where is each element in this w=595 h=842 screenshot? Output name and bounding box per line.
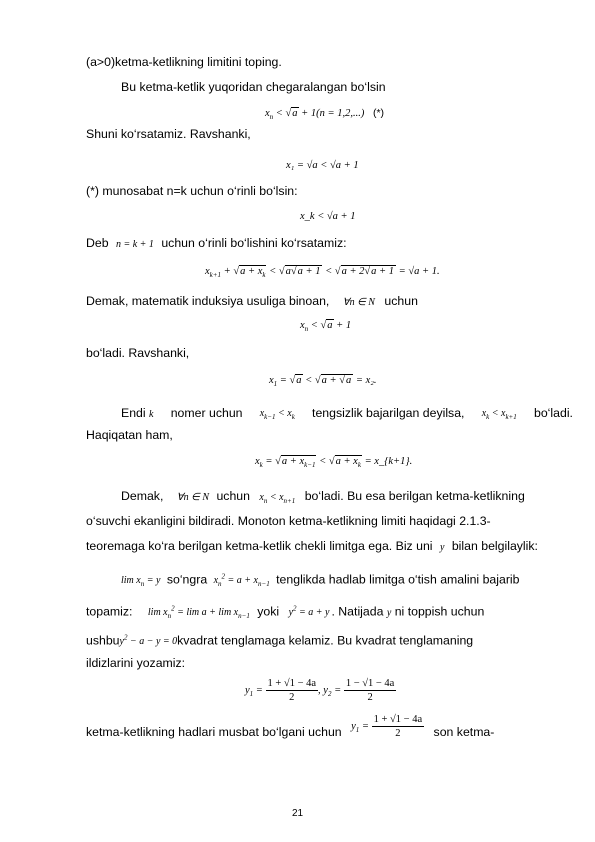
formula-bound: $x_n < √a + 1(n = 1,2,...)$ (*) xyxy=(265,107,385,122)
text-line-15 xyxy=(86,631,473,649)
fraction-root-2 xyxy=(344,677,397,704)
text-toppish: ni toppish uchun xyxy=(394,604,485,619)
fraction-den-2: 2 xyxy=(367,692,373,703)
text-line-6 xyxy=(86,294,418,310)
formula-sub: n xyxy=(269,113,274,122)
formula-xk: x_k < √a + 1 xyxy=(300,211,356,222)
fraction-num-plus-2: 1 + √1 − 4a xyxy=(373,714,423,725)
inline-xk-lt-xk1: $x_k < x_{k+1}$ xyxy=(481,408,517,421)
text-line-17-b: son ketma- xyxy=(433,724,495,739)
inline-lim-xn-eq-y: $\lim x_n = y$ xyxy=(121,575,161,589)
text-line-14 xyxy=(86,602,484,624)
text-natijada: . Natijada xyxy=(331,604,384,619)
inline-k: k xyxy=(149,409,154,420)
fraction-num-plus: 1 + √1 − 4a xyxy=(267,678,317,689)
text-line-5-rest: uchun o‘rinli bo‘lishini ko‘rsatamiz: xyxy=(161,236,347,250)
inline-quadratic: $y^2 - a - y = 0$ xyxy=(119,634,178,648)
formula-x1-x2: $x_1 = √a < √a + √a = x_2$. xyxy=(269,375,377,389)
text-line-12-b: bilan belgilaylik: xyxy=(451,539,538,553)
inline-y: y xyxy=(439,542,445,553)
formula-radicand: a xyxy=(292,108,298,119)
inline-root-fraction: $y_1$ = $\frac{1 + √1 - 4a}{2}$ xyxy=(351,714,423,739)
inline-xk-minus-1-lt-xk: $x_{k-1} < x_k$ xyxy=(259,408,295,421)
inline-forall-n: ∀n ∈ N xyxy=(342,297,375,308)
text-line-13 xyxy=(121,570,520,592)
text-line-8 xyxy=(121,406,573,425)
page-number: 21 xyxy=(291,808,304,819)
text-line-10 xyxy=(121,489,525,509)
formula-var: x xyxy=(265,108,270,119)
formula-monotone: $x_k = √a + x_{k-1} < √a + x_k$ = x_{k+1}. xyxy=(255,456,413,470)
inline-limit-eq: $\lim x_n^2 = \lim a + \lim x_{n-1}$ xyxy=(147,605,250,621)
formula-induction-chain: $x_{k+1} + √a + x_k < √a√a + 1 < √a + 2√a + 1 = √a + 1$. xyxy=(205,266,440,280)
text-endi: Endi xyxy=(121,406,146,420)
text-line-1: (a>0)ketma-ketlikning limitini toping. xyxy=(86,55,282,69)
fraction-root-1 xyxy=(266,677,319,704)
text-line-11: o‘suvchi ekanligini bildiradi. Monoton ketma-ketlikning limiti haqidagi 2.1.3- xyxy=(86,514,491,528)
text-line-2: Bu ketma-ketlik yuqoridan chegaralangan bo‘lsin xyxy=(121,80,386,94)
text-line-15-rest: kvadrat tenglamaga kelamiz. Bu kvadrat tenglamaning xyxy=(177,633,474,648)
text-line-6-a: Demak, matematik induksiya usuliga binoan, xyxy=(86,294,330,308)
fraction-den-3: 2 xyxy=(395,728,401,739)
text-yoki: yoki xyxy=(257,604,280,619)
formula-rel: < xyxy=(273,108,286,119)
inline-forall-n-2: ∀n ∈ N xyxy=(176,492,210,503)
text-line-13-rest: tenglikda hadlab limitga o‘tish amalini bajarib xyxy=(276,572,520,587)
formula-tag: (*) xyxy=(372,107,385,119)
text-line-5 xyxy=(86,236,347,252)
text-line-17-a: ketma-ketlikning hadlari musbat bo‘lgani uchun xyxy=(86,724,342,739)
inline-recurrence: $x_n^2 = a + x_{n-1}$ xyxy=(213,573,270,589)
text-line-3: Shuni ko‘rsatamiz. Ravshanki, xyxy=(86,127,251,141)
text-line-4: (*) munosabat n=k uchun o‘rinli bo‘lsin: xyxy=(86,184,298,198)
text-line-12 xyxy=(86,539,538,555)
text-songra: so‘ngra xyxy=(166,572,208,587)
inline-y-2: y xyxy=(386,607,392,619)
inline-formula-n-eq-k-plus-1: n = k + 1 xyxy=(115,239,154,250)
text-line-12-a: teoremaga ko‘ra berilgan ketma-ketlik chekli limitga ega. Biz uni xyxy=(86,539,433,553)
text-boladi: bo‘ladi. xyxy=(534,406,573,420)
text-line-9: Haqiqatan ham, xyxy=(86,428,173,442)
formula-x1: x₁ = √a < √a + 1 xyxy=(286,160,359,171)
text-line-17 xyxy=(86,714,495,747)
formula-xn-bound: $x_n < √a + 1$ xyxy=(300,320,352,334)
text-uchun: uchun xyxy=(216,489,250,503)
text-line-6-b: uchun xyxy=(384,294,418,308)
text-line-16: ildizlarini yozamiz: xyxy=(86,656,186,670)
formula-x2-tail: = x₂ xyxy=(353,375,374,386)
text-deb: Deb xyxy=(86,236,109,250)
text-topamiz: topamiz: xyxy=(86,604,133,619)
fraction-num-minus: 1 − √1 − 4a xyxy=(345,678,395,689)
text-nomer-uchun: nomer uchun xyxy=(170,406,243,420)
text-line-10-rest: bo‘ladi. Bu esa berilgan ketma-ketlikning xyxy=(304,489,525,503)
formula-roots: $y_1$ = $\frac{1 + √1 - 4a}{2}$ , $y_2$ = $\frac{1 - √1 - 4a}{2}$ xyxy=(245,678,395,703)
formula-monotone-tail: = x_{k+1} xyxy=(361,456,410,467)
inline-xn-lt-xn1: $x_n < x_{n+1}$ xyxy=(259,492,296,505)
text-line-7: bo‘ladi. Ravshanki, xyxy=(86,346,190,360)
text-ushbu: ushbu xyxy=(86,633,120,648)
inline-y2-eq: $y^2 = a + y$ xyxy=(288,605,330,619)
fraction-den: 2 xyxy=(289,692,295,703)
formula-chain-tail: = √a + 1 xyxy=(396,266,437,277)
text-tengsizlik: tengsizlik bajarilgan deyilsa, xyxy=(312,406,465,420)
text-demak: Demak, xyxy=(121,489,164,503)
formula-rest: + 1(n = 1,2,...) xyxy=(298,108,365,119)
